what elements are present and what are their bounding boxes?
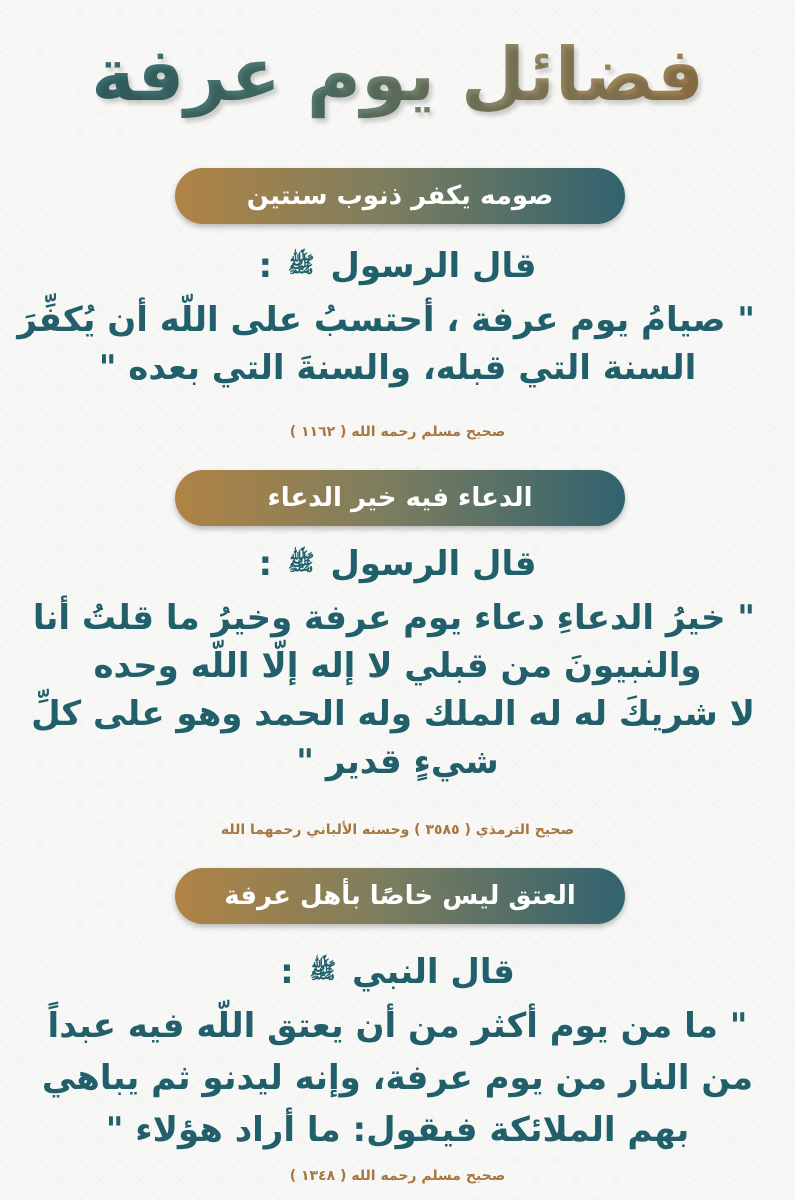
quote-line: " ما من يوم أكثر من أن يعتق اللّه فيه عبداً bbox=[47, 1006, 748, 1046]
section-1-speaker bbox=[0, 244, 795, 288]
quote-line: " صيامُ يوم عرفة ، أحتسبُ على اللّه أن يُكفِّرَ bbox=[17, 300, 755, 340]
section-3-heading: العتق ليس خاصًا بأهل عرفة bbox=[224, 881, 576, 911]
section-2-quote bbox=[31, 594, 755, 786]
section-2-heading: الدعاء فيه خير الدعاء bbox=[267, 483, 533, 513]
section-3-source: صحيح مسلم رحمه الله ( ١٣٤٨ ) bbox=[289, 1168, 506, 1184]
section-3-heading-pill bbox=[175, 868, 625, 924]
section-2-speaker bbox=[0, 542, 795, 586]
speaker-text: قال الرسول bbox=[330, 544, 537, 584]
speaker-text: قال الرسول bbox=[330, 246, 537, 286]
quote-line: شيءٍ قدير " bbox=[296, 742, 499, 782]
section-3-quote bbox=[40, 1000, 755, 1156]
quote-line: لا شريكَ له له الملك وله الحمد وهو على كلِّ bbox=[31, 694, 755, 734]
section-1-source: صحيح مسلم رحمه الله ( ١١٦٢ ) bbox=[289, 424, 506, 440]
quote-line: السنة التي قبله، والسنةَ التي بعده " bbox=[98, 348, 697, 388]
section-1-heading: صومه يكفر ذنوب سنتين bbox=[246, 181, 554, 211]
honorific-symbol: ﷺ bbox=[309, 959, 337, 984]
section-2-source: صحيح الترمذي ( ٣٥٨٥ ) وحسنه الألباني رحمهما الله bbox=[220, 822, 575, 838]
quote-line: من النار من يوم عرفة، وإنه ليدنو ثم يباهي bbox=[41, 1058, 754, 1098]
speaker-colon: : bbox=[258, 544, 273, 584]
section-1-quote bbox=[17, 296, 755, 392]
section-1-heading-pill bbox=[175, 168, 625, 224]
speaker-text: قال النبي bbox=[351, 952, 515, 992]
section-3-speaker bbox=[0, 950, 795, 994]
honorific-symbol: ﷺ bbox=[287, 253, 315, 278]
honorific-symbol: ﷺ bbox=[287, 551, 315, 576]
quote-line: والنبيونَ من قبلي لا إله إلّا اللّه وحده bbox=[93, 646, 702, 686]
speaker-colon: : bbox=[258, 246, 273, 286]
section-2-heading-pill bbox=[175, 470, 625, 526]
quote-line: بهم الملائكة فيقول: ما أراد هؤلاء " bbox=[105, 1110, 690, 1150]
quote-line: " خيرُ الدعاءِ دعاء يوم عرفة وخيرُ ما قلتُ أنا bbox=[32, 598, 755, 638]
page-title: فضائل يوم عرفة bbox=[0, 30, 795, 120]
speaker-colon: : bbox=[280, 952, 294, 992]
